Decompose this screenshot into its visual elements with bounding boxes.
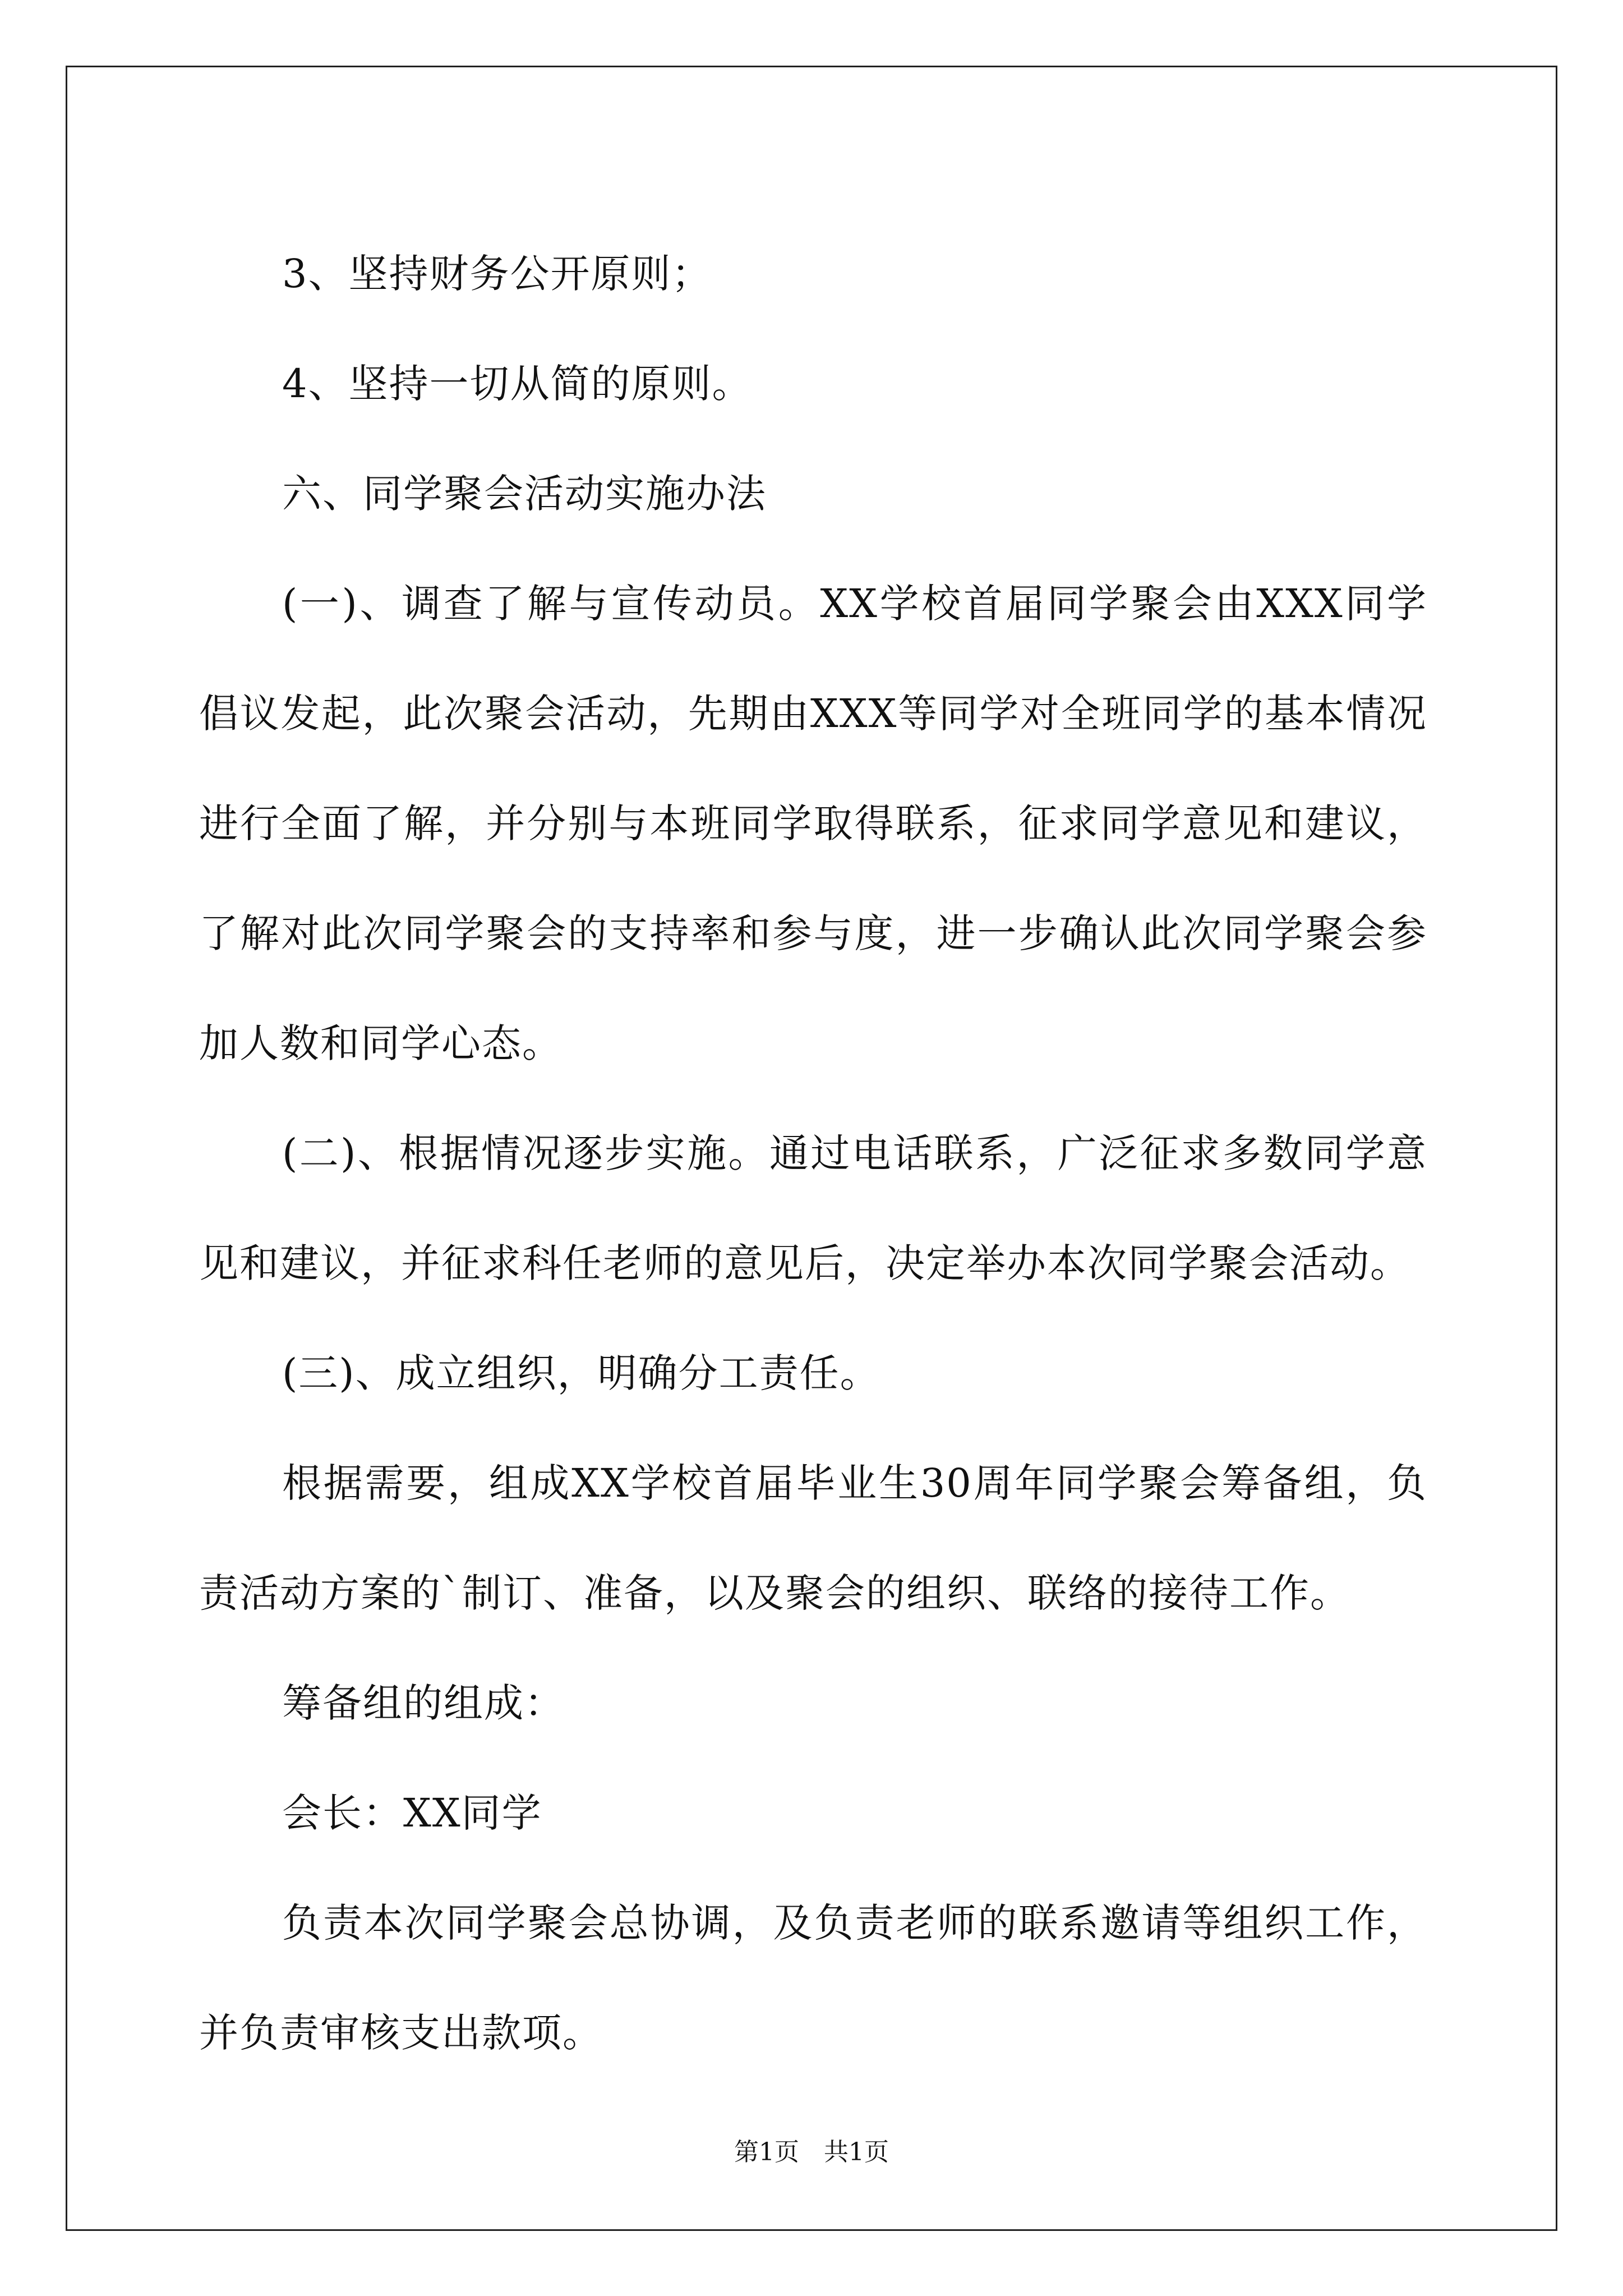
paragraph-president: 会长：XX同学 — [282, 1790, 542, 1836]
page-footer: 第1页 共1页 — [734, 2138, 889, 2166]
paragraph-implement: (二)、根据情况逐步实施。通过电话联系，广泛征求多数同学意见和建议，并征求科任老师的意见后，决定举办本次同学聚会活动。 — [199, 1130, 1427, 1286]
paragraph-principle-4: 4、坚持一切从简的原则。 — [282, 361, 753, 407]
paragraph-prep-group: 根据需要，组成XX学校首届毕业生30周年同学聚会筹备组，负责活动方案的`制订、准备，以及聚会的组织、联络的接待工作。 — [199, 1460, 1427, 1616]
paragraph-organize: (三)、成立组织，明确分工责任。 — [282, 1350, 880, 1396]
section-heading-implementation: 六、同学聚会活动实施办法 — [282, 471, 767, 517]
paragraph-president-duties: 负责本次同学聚会总协调，及负责老师的联系邀请等组织工作，并负责审核支出款项。 — [199, 1900, 1427, 2056]
paragraph-survey: (一)、调查了解与宣传动员。XX学校首届同学聚会由XXX同学倡议发起，此次聚会活动，先期由XXX等同学对全班同学的基本情况进行全面了解，并分别与本班同学取得联系，征求同学意见和建议，了解对此次同学聚会的支持率和参与度，进一步确认此次同学聚会参加人数和同学心态。 — [199, 581, 1427, 1066]
paragraph-group-composition: 筹备组的组成： — [282, 1680, 565, 1726]
document-body — [199, 219, 1427, 2088]
paragraph-principle-3: 3、坚持财务公开原则； — [282, 251, 712, 297]
